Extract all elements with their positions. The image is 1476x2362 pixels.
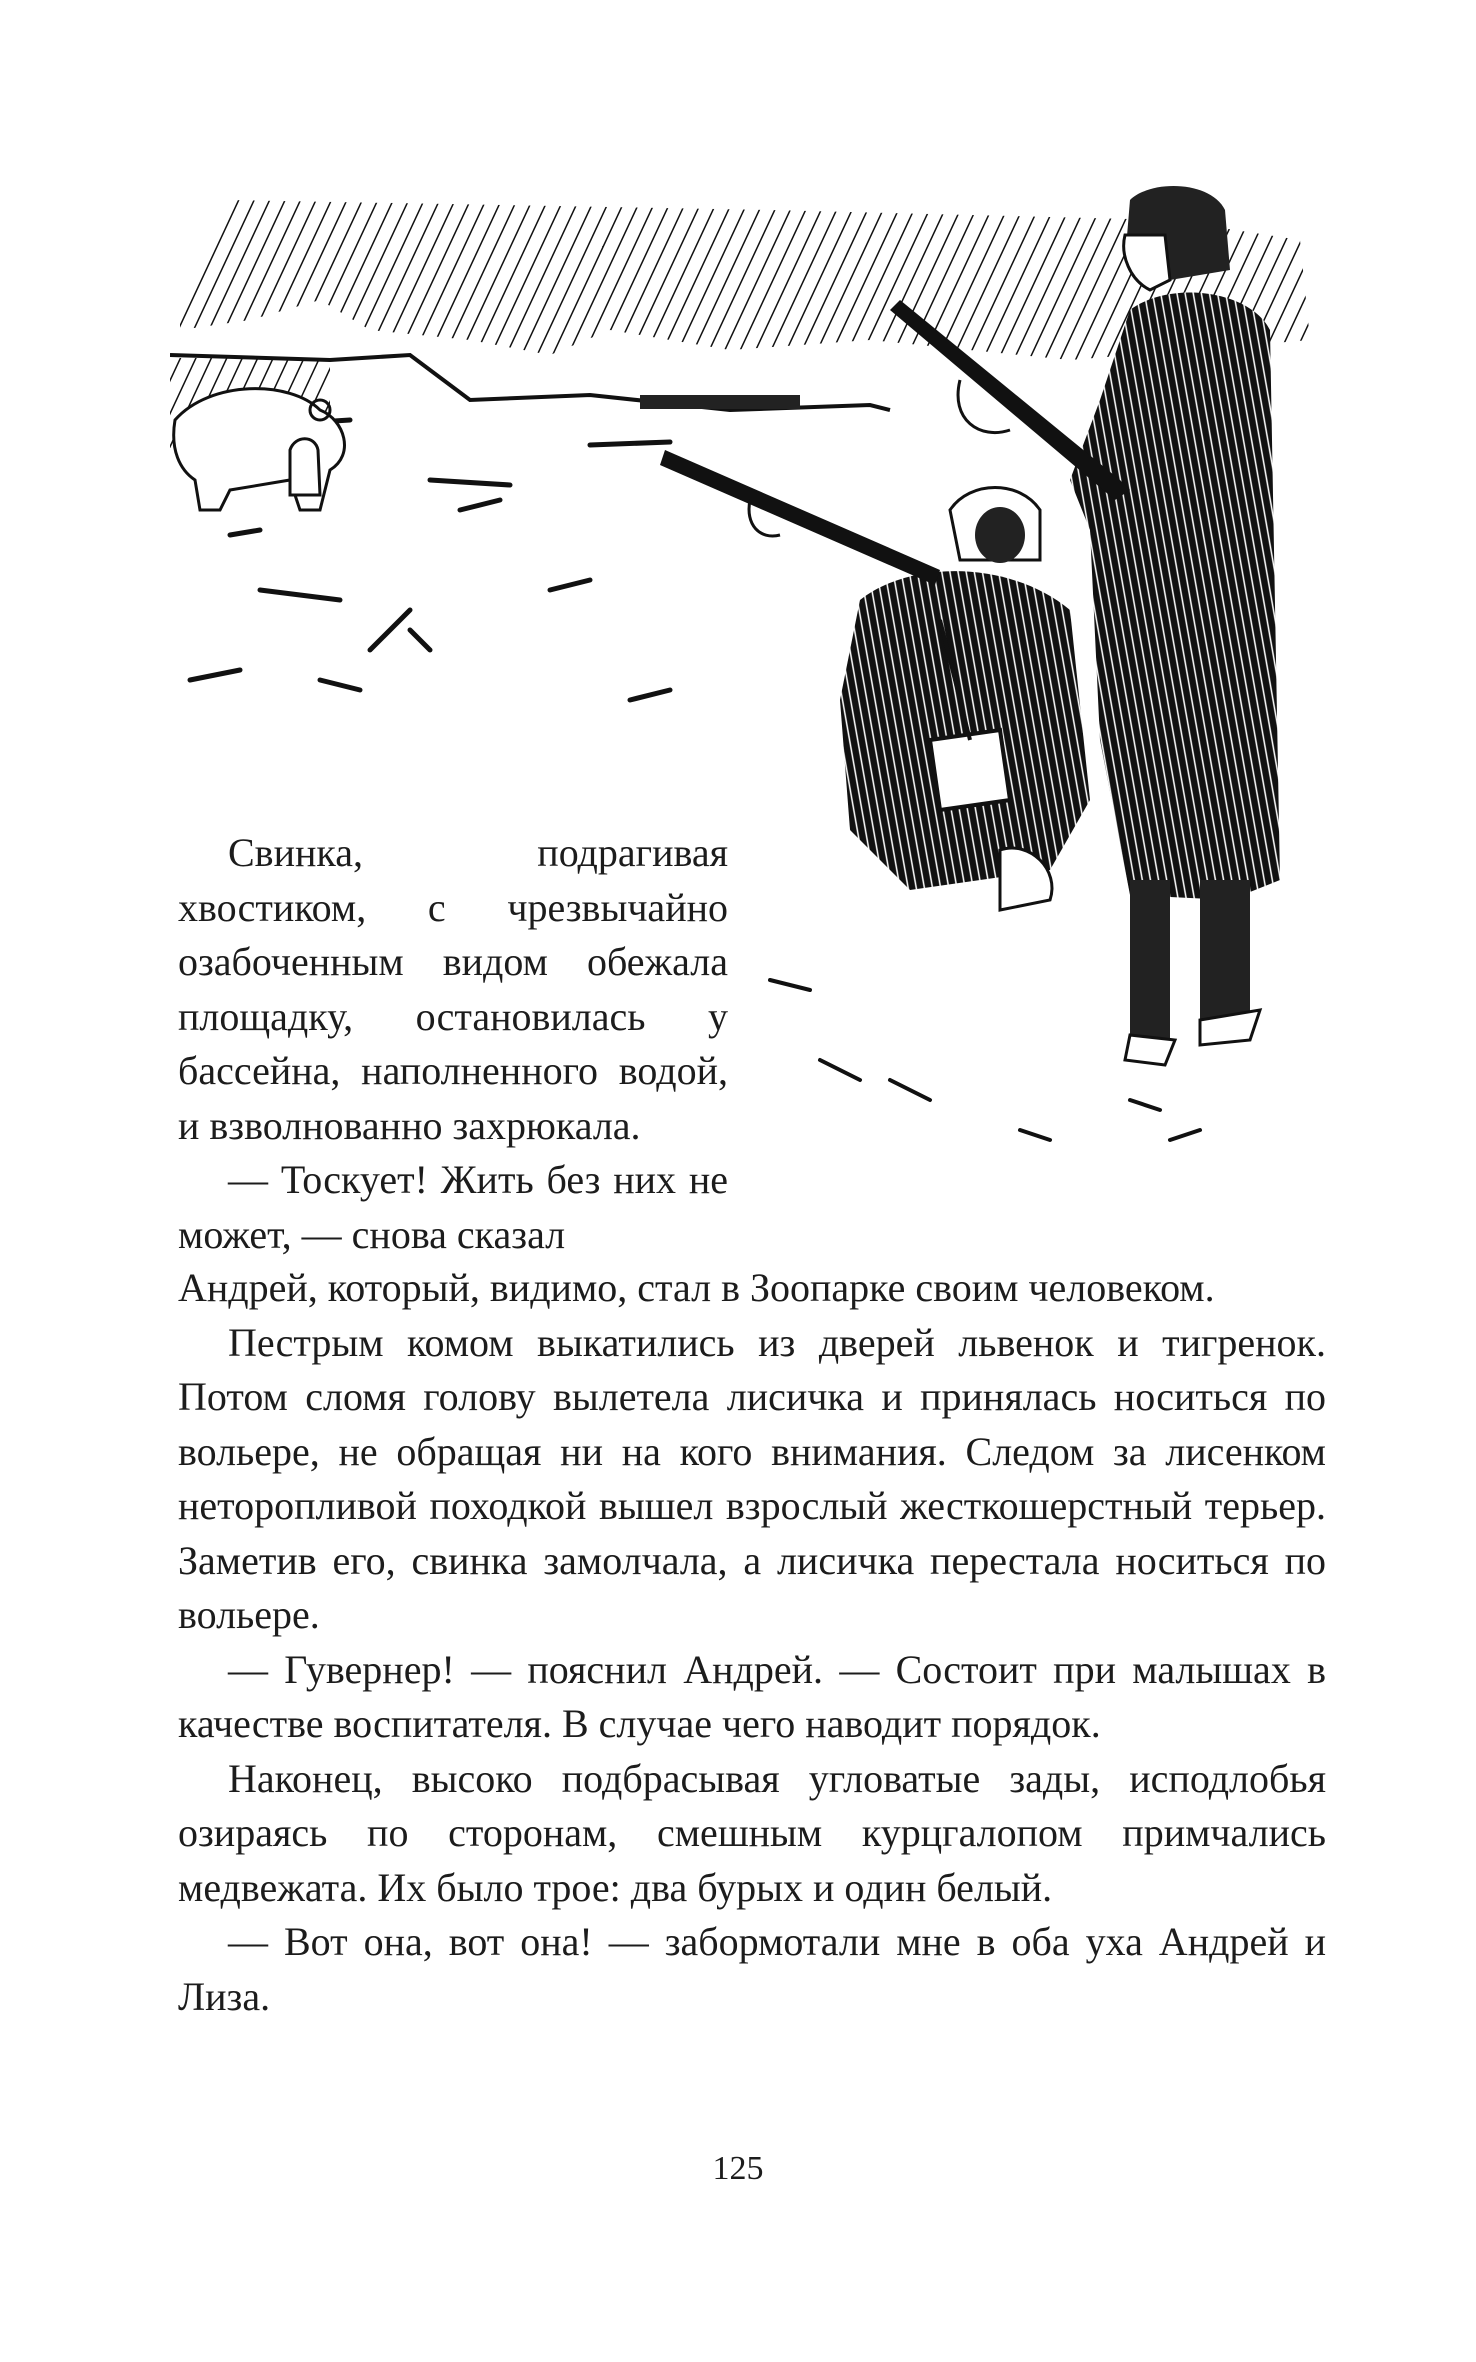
paragraph: Свинка, подрагивая хвостиком, с чрезвычайно озабоченным видом обежала площадку, остановилась у бассейна, наполненного водой, и взволнованно захрюкала. <box>178 830 728 1148</box>
main-text <box>178 1261 1326 2024</box>
paragraph: Наконец, высоко подбрасывая угловатые зады, исподлобья озираясь по сторонам, смешным курцгалопом примчались медвежата. Их было трое: два бурых и один белый. <box>178 1755 1326 1910</box>
kneeling-hunter-coat <box>840 571 1090 890</box>
paragraph: Пестрым комом выкатились из дверей львенок и тигренок. Потом сломя голову вылетела лисичка и принялась носиться по вольере, не обращая ни на кого внимания. Следом за лисенком неторопливой походкой вышел взрослый жесткошерстный терьер. Заметив его, свинка замолчала, а лисичка перестала носиться по вольере. <box>178 1319 1326 1637</box>
narrow-text-column <box>178 826 728 1262</box>
page-number: 125 <box>712 2150 764 2187</box>
paragraph: Андрей, который, видимо, стал в Зоопарке своим человеком. <box>178 1265 1215 1310</box>
standing-hunter-coat <box>1070 293 1280 900</box>
paragraph: — Гувернер! — пояснил Андрей. — Состоит при малышах в качестве воспитателя. В случае чего наводит порядок. <box>178 1646 1326 1746</box>
bear-cub <box>290 439 320 495</box>
kneeling-hunter-rifle <box>660 450 940 585</box>
paragraph: — Вот она, вот она! — забормотали мне в оба уха Андрей и Лиза. <box>178 1919 1326 2019</box>
kneeling-hunter-bag <box>930 730 1010 810</box>
paragraph: — Тоскует! Жить без них не может, — снова сказал <box>178 1157 728 1257</box>
